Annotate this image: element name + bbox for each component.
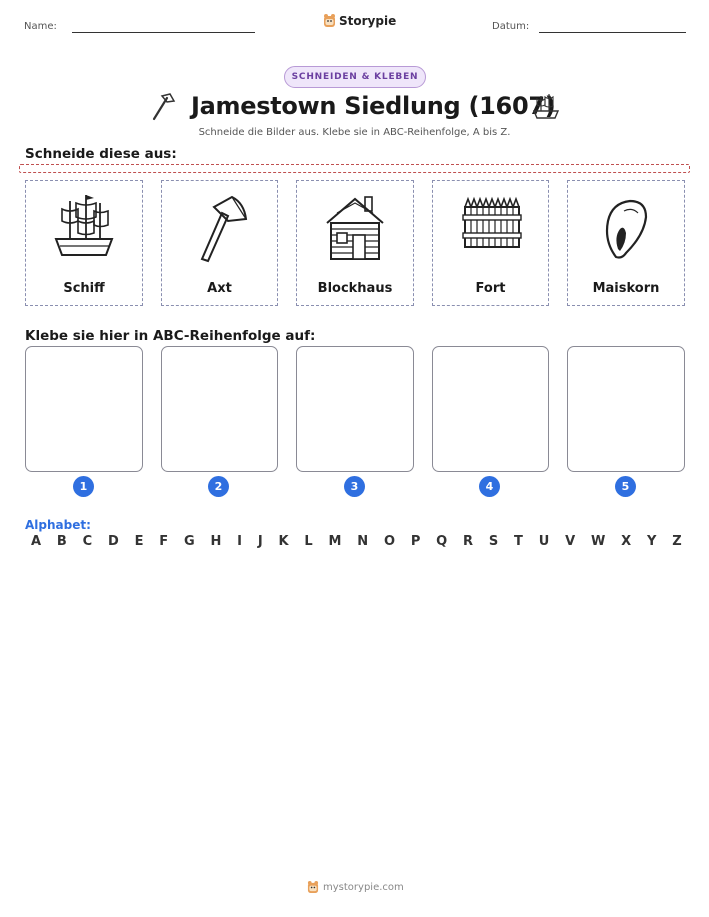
- alphabet-letter: D: [107, 534, 119, 549]
- cut-card-maiskorn[interactable]: [567, 180, 685, 306]
- alphabet-letter: H: [210, 534, 222, 549]
- card-label: Maiskorn: [592, 281, 660, 296]
- cut-card-axt[interactable]: [161, 180, 278, 306]
- alphabet-letter: B: [56, 534, 67, 549]
- card-label: Blockhaus: [317, 281, 393, 296]
- alphabet-letter: C: [82, 534, 93, 549]
- date-line[interactable]: [539, 32, 686, 33]
- slot-number-4: 4: [479, 476, 500, 497]
- card-label: Schiff: [63, 281, 105, 296]
- cut-card-fort[interactable]: [432, 180, 549, 306]
- cut-card-blockhaus[interactable]: [296, 180, 414, 306]
- storypie-mascot-icon: [323, 13, 336, 28]
- cut-heading: Schneide diese aus:: [25, 146, 177, 162]
- alphabet-label: Alphabet:: [25, 518, 91, 532]
- alphabet-letter: N: [357, 534, 369, 549]
- paste-slot-5[interactable]: [567, 346, 685, 472]
- axe-icon: [148, 92, 176, 122]
- paste-slot-2[interactable]: [161, 346, 278, 472]
- name-label: Name:: [24, 21, 57, 32]
- alphabet-letter: Y: [646, 534, 657, 549]
- alphabet-letter: E: [134, 534, 144, 549]
- card-label: Axt: [207, 281, 232, 296]
- alphabet-letter: Z: [672, 534, 682, 549]
- alphabet-letter: A: [31, 534, 42, 549]
- alphabet-letter: R: [463, 534, 474, 549]
- ship-icon: [52, 191, 116, 263]
- alphabet-letter: L: [304, 534, 313, 549]
- cut-line: [19, 164, 690, 173]
- alphabet-letter: P: [410, 534, 421, 549]
- instructions: Schneide die Bilder aus. Klebe sie in ABC-Reihenfolge, A bis Z.: [198, 127, 511, 138]
- alphabet-letter: T: [514, 534, 523, 549]
- alphabet-letter: W: [590, 534, 606, 549]
- brand-logo: [323, 13, 396, 28]
- paste-heading: Klebe sie hier in ABC-Reihenfolge auf:: [25, 328, 316, 344]
- paste-slot-3[interactable]: [296, 346, 414, 472]
- brand-name: Storypie: [339, 13, 397, 28]
- card-label: Fort: [475, 281, 506, 296]
- slot-number-2: 2: [208, 476, 229, 497]
- alphabet-letter: S: [488, 534, 499, 549]
- footer: [307, 880, 404, 894]
- page-title: Jamestown Siedlung (1607): [191, 92, 556, 120]
- alphabet-letter: U: [538, 534, 550, 549]
- alphabet-letter: I: [237, 534, 243, 549]
- alphabet-letter: V: [565, 534, 576, 549]
- ship-icon: [531, 91, 561, 121]
- paste-slot-4[interactable]: [432, 346, 549, 472]
- date-label: Datum:: [492, 21, 530, 32]
- footer-url[interactable]: mystorypie.com: [323, 881, 404, 893]
- alphabet-letter: Q: [436, 534, 448, 549]
- storypie-mascot-icon: [307, 880, 319, 894]
- fort-palisade-icon: [459, 191, 523, 263]
- name-line[interactable]: [72, 32, 255, 33]
- cut-card-schiff[interactable]: [25, 180, 143, 306]
- activity-badge: SCHNEIDEN & KLEBEN: [284, 66, 426, 88]
- alphabet-letter: F: [159, 534, 169, 549]
- corn-kernel-icon: [594, 191, 658, 263]
- slot-number-3: 3: [344, 476, 365, 497]
- axe-icon: [188, 191, 252, 263]
- alphabet-row: [31, 534, 682, 549]
- alphabet-letter: O: [383, 534, 395, 549]
- slot-number-1: 1: [73, 476, 94, 497]
- alphabet-letter: X: [621, 534, 632, 549]
- alphabet-letter: K: [278, 534, 289, 549]
- alphabet-letter: J: [257, 534, 263, 549]
- alphabet-letter: G: [183, 534, 195, 549]
- log-cabin-icon: [323, 191, 387, 263]
- paste-slot-1[interactable]: [25, 346, 143, 472]
- slot-number-5: 5: [615, 476, 636, 497]
- alphabet-letter: M: [328, 534, 342, 549]
